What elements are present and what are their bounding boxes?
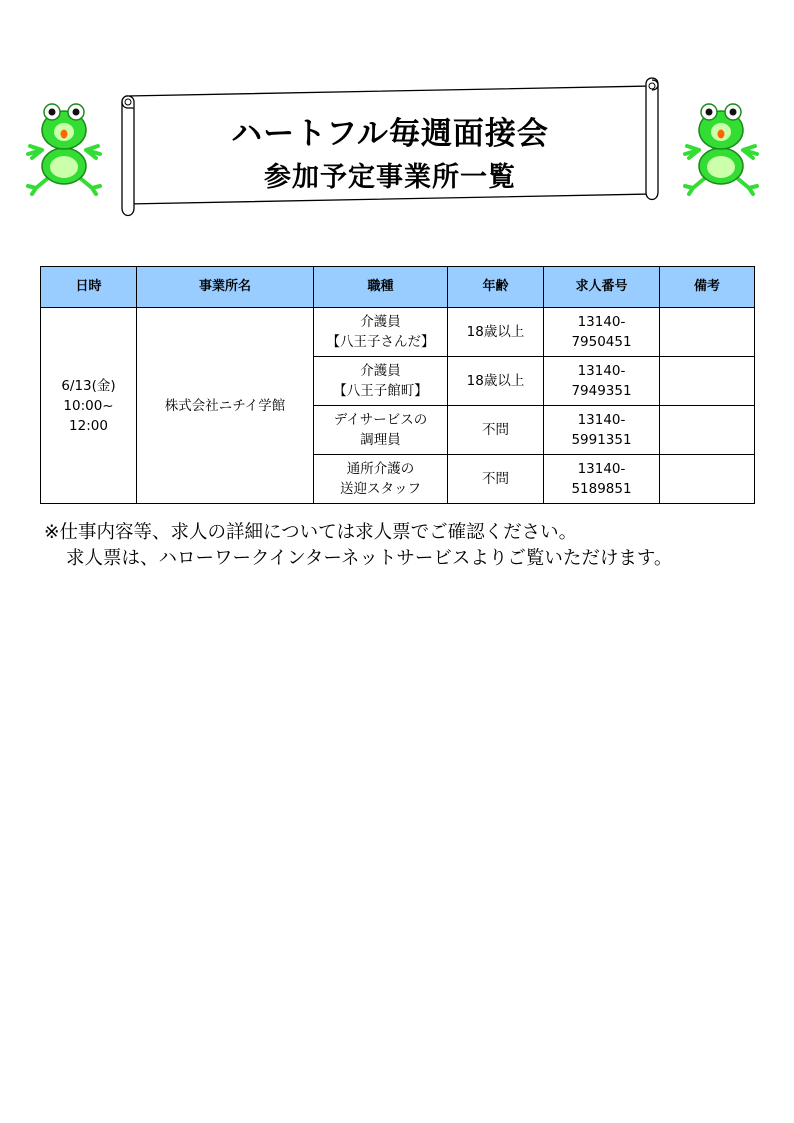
job-cell: [314, 308, 448, 357]
job-number-cell: [544, 357, 660, 406]
age-cell: 不問: [448, 455, 544, 504]
job-location: 【八王子館町】: [333, 383, 428, 399]
job-number-suffix: 7950451: [571, 334, 632, 350]
remarks-cell: [660, 357, 755, 406]
frog-illustration-left: [26, 100, 102, 196]
employer-table: [40, 266, 755, 504]
job-number-prefix: 13140-: [577, 412, 626, 428]
header-job: 職種: [314, 267, 448, 308]
notes: [44, 520, 672, 572]
job-number-cell: [544, 455, 660, 504]
job-number-suffix: 7949351: [571, 383, 632, 399]
table-row: [41, 308, 755, 357]
job-title-cont: 送迎スタッフ: [340, 481, 421, 497]
remarks-cell: [660, 406, 755, 455]
company-cell: 株式会社ニチイ学館: [137, 308, 314, 504]
note-line-1: ※仕事内容等、求人の詳細については求人票でご確認ください。: [44, 522, 578, 543]
page-title: ハートフル毎週面接会: [231, 116, 549, 152]
date-cell: [41, 308, 137, 504]
page-subtitle: 参加予定事業所一覧: [264, 162, 516, 193]
table-header-row: [41, 267, 755, 308]
age-cell: 18歳以上: [448, 357, 544, 406]
job-title: 通所介護の: [346, 461, 415, 477]
job-number-prefix: 13140-: [577, 314, 626, 330]
job-number-prefix: 13140-: [577, 461, 626, 477]
remarks-cell: [660, 455, 755, 504]
job-cell: [314, 406, 448, 455]
job-cell: [314, 455, 448, 504]
remarks-cell: [660, 308, 755, 357]
job-number-suffix: 5189851: [571, 481, 632, 497]
job-location: 【八王子さんだ】: [326, 334, 435, 350]
header-remarks: 備考: [660, 267, 755, 308]
job-number-prefix: 13140-: [577, 363, 626, 379]
header-company: 事業所名: [137, 267, 314, 308]
job-title-cont: 調理員: [360, 432, 401, 448]
job-number-cell: [544, 308, 660, 357]
job-number-suffix: 5991351: [571, 432, 632, 448]
job-title: 介護員: [360, 314, 401, 330]
note-line-2: 求人票は、ハローワークインターネットサービスよりご覧いただけます。: [66, 548, 673, 569]
job-title: デイサービスの: [333, 412, 428, 428]
job-cell: [314, 357, 448, 406]
time-start: 10:00~: [63, 397, 114, 414]
time-end: 12:00: [69, 417, 108, 434]
job-title: 介護員: [360, 363, 401, 379]
frog-illustration-right: [683, 100, 759, 196]
header-job-number: 求人番号: [544, 267, 660, 308]
header-date: 日時: [41, 267, 137, 308]
header-age: 年齢: [448, 267, 544, 308]
age-cell: 不問: [448, 406, 544, 455]
age-cell: 18歳以上: [448, 308, 544, 357]
date-line: 6/13(金): [61, 377, 116, 394]
job-number-cell: [544, 406, 660, 455]
